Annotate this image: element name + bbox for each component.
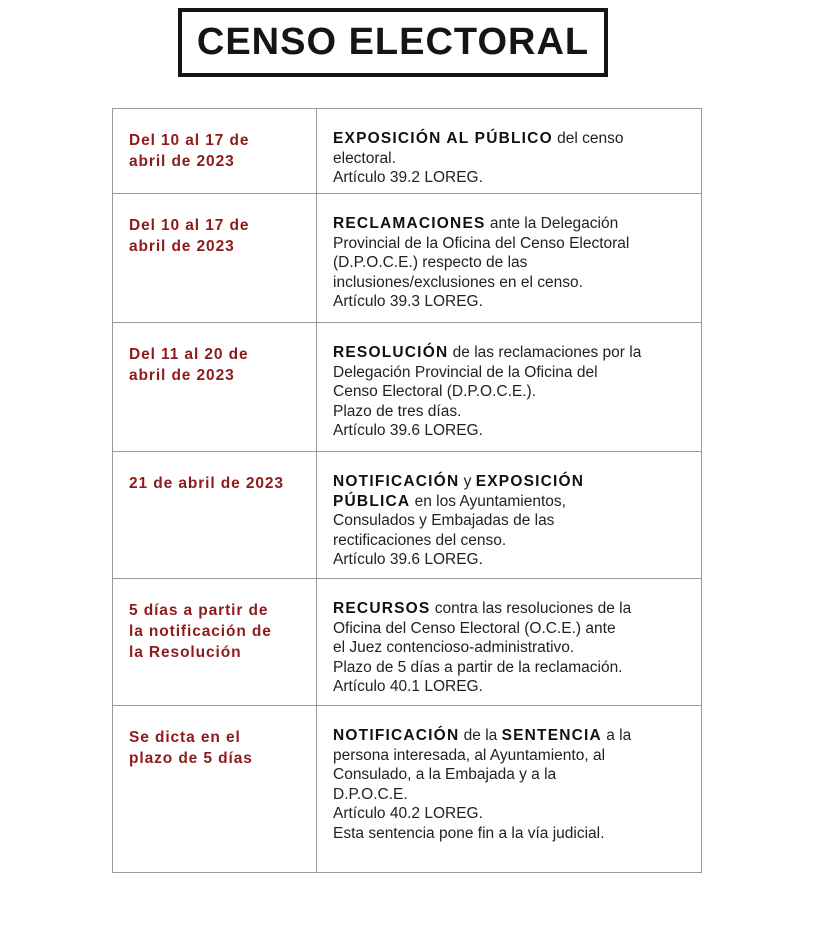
text-segment: Provincial de la Oficina del Censo Electoral: [333, 234, 630, 252]
date-text: Del 10 al 17 de abril de 2023: [129, 217, 250, 255]
text-segment: Plazo de tres días.: [333, 402, 462, 420]
text-segment: inclusiones/exclusiones en el censo.: [333, 273, 583, 291]
date-cell: [113, 323, 317, 452]
description-line: [333, 343, 701, 363]
text-segment: (D.P.O.C.E.) respecto de las: [333, 254, 528, 271]
description-line: [333, 638, 701, 658]
description-cell: [317, 579, 702, 706]
text-segment: Oficina del Censo Electoral (O.C.E.) ante: [333, 619, 616, 637]
description-line: [333, 273, 701, 293]
table-row: [113, 109, 702, 194]
description-text: [317, 579, 701, 697]
description-line: [333, 168, 701, 188]
description-text: [317, 706, 701, 843]
electoral-calendar-table: [112, 108, 702, 873]
date-cell: [113, 194, 317, 323]
page-title: CENSO ELECTORAL: [196, 21, 590, 63]
text-segment: persona interesada, al Ayuntamiento, al: [333, 746, 606, 764]
bold-keyword: NOTIFICACIÓN: [333, 727, 460, 744]
description-line: [333, 214, 701, 234]
text-segment: en los Ayuntamientos,: [410, 492, 566, 510]
description-cell: [317, 452, 702, 579]
date-text: Del 11 al 20 de abril de 2023: [129, 346, 249, 384]
bold-keyword: SENTENCIA: [501, 727, 602, 744]
bold-keyword: NOTIFICACIÓN: [333, 473, 460, 490]
text-segment: Censo Electoral (D.P.O.C.E.).: [333, 383, 537, 400]
table-row: [113, 194, 702, 323]
table-row: [113, 323, 702, 452]
date-cell: [113, 452, 317, 579]
description-line: [333, 149, 701, 169]
description-line: [333, 421, 701, 441]
description-line: [333, 363, 701, 383]
bold-keyword: RESOLUCIÓN: [333, 344, 449, 361]
description-cell: [317, 323, 702, 452]
text-segment: Artículo 39.6 LOREG.: [333, 422, 483, 439]
description-line: [333, 292, 701, 312]
table-row: [113, 706, 702, 873]
text-segment: de la: [459, 727, 502, 744]
text-segment: Artículo 39.3 LOREG.: [333, 293, 483, 310]
table-row: [113, 579, 702, 706]
description-line: [333, 785, 701, 805]
text-segment: electoral.: [333, 149, 396, 167]
description-line: [333, 804, 701, 824]
description-line: [333, 658, 701, 678]
description-text: [317, 323, 701, 441]
description-line: [333, 492, 701, 512]
description-text: [317, 452, 701, 570]
description-line: [333, 511, 701, 531]
text-segment: Artículo 39.6 LOREG.: [333, 551, 483, 568]
text-segment: D.P.O.C.E.: [333, 785, 408, 803]
date-text: Del 10 al 17 de abril de 2023: [129, 132, 250, 170]
text-segment: Artículo 40.2 LOREG.: [333, 805, 483, 822]
description-line: [333, 765, 701, 785]
bold-keyword: EXPOSICIÓN: [475, 473, 585, 490]
text-segment: a la: [601, 727, 632, 744]
text-segment: y: [459, 473, 476, 490]
text-segment: rectificaciones del censo.: [333, 531, 507, 549]
description-line: [333, 746, 701, 766]
text-segment: del censo: [552, 130, 624, 147]
description-line: [333, 402, 701, 422]
text-segment: el Juez contencioso-administrativo.: [333, 639, 575, 656]
title-box: [178, 8, 608, 77]
date-text: 21 de abril de 2023: [129, 475, 284, 492]
date-cell: [113, 109, 317, 194]
text-segment: Artículo 40.1 LOREG.: [333, 678, 483, 695]
description-line: [333, 382, 701, 402]
text-segment: Plazo de 5 días a partir de la reclamación.: [333, 658, 623, 676]
text-segment: Artículo 39.2 LOREG.: [333, 169, 483, 186]
text-segment: Esta sentencia pone fin a la vía judicial.: [333, 824, 605, 842]
bold-keyword: RECURSOS: [333, 600, 431, 617]
text-segment: Consulado, a la Embajada y a la: [333, 766, 557, 783]
text-segment: de las reclamaciones por la: [448, 344, 642, 361]
description-line: [333, 253, 701, 273]
description-text: [317, 194, 701, 312]
date-cell: [113, 706, 317, 873]
description-cell: [317, 109, 702, 194]
date-cell: [113, 579, 317, 706]
description-line: [333, 677, 701, 697]
text-segment: contra las resoluciones de la: [430, 600, 632, 617]
table-body: [113, 109, 702, 873]
bold-keyword: PÚBLICA: [333, 492, 411, 510]
text-segment: Delegación Provincial de la Oficina del: [333, 363, 598, 381]
date-text: 5 días a partir de la notificación de la Resolución: [129, 602, 272, 661]
description-text: [317, 109, 701, 188]
description-line: [333, 619, 701, 639]
bold-keyword: RECLAMACIONES: [333, 215, 486, 232]
text-segment: Consulados y Embajadas de las: [333, 512, 555, 529]
description-cell: [317, 706, 702, 873]
text-segment: ante la Delegación: [485, 215, 619, 232]
description-line: [333, 129, 701, 149]
description-cell: [317, 194, 702, 323]
date-text: Se dicta en el plazo de 5 días: [129, 729, 253, 767]
description-line: [333, 726, 701, 746]
table-row: [113, 452, 702, 579]
description-line: [333, 531, 701, 551]
description-line: [333, 550, 701, 570]
description-line: [333, 824, 701, 844]
bold-keyword: EXPOSICIÓN AL PÚBLICO: [333, 130, 553, 147]
description-line: [333, 234, 701, 254]
description-line: [333, 472, 701, 492]
description-line: [333, 599, 701, 619]
